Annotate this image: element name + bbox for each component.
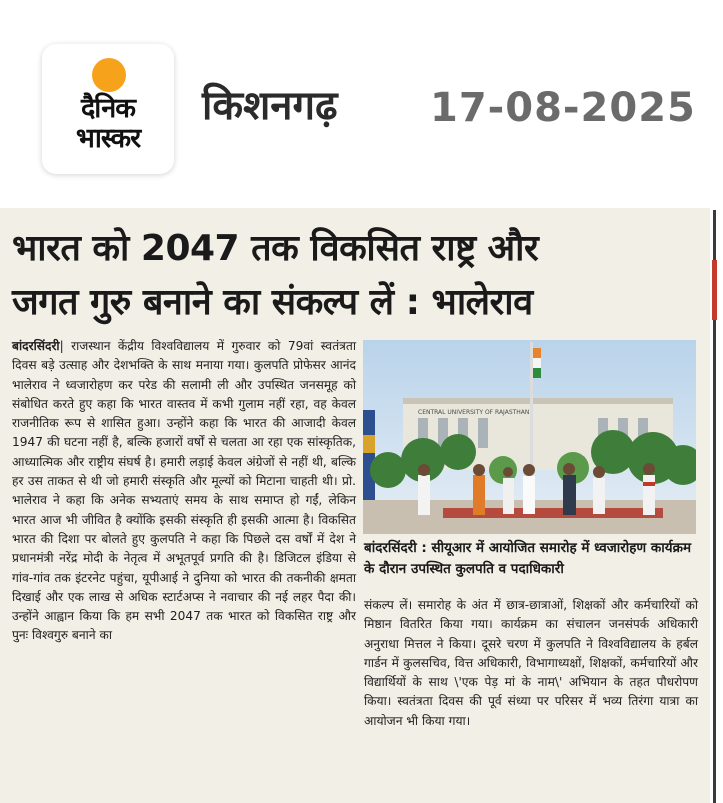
- dateline: बांदरसिंदरी: [12, 339, 60, 353]
- logo-text-line1: दैनिक: [80, 93, 136, 124]
- sun-icon: [92, 58, 126, 92]
- event-photo: [363, 340, 696, 534]
- headline-line-1: भारत को 2047 तक विकसित राष्ट्र और: [12, 228, 539, 269]
- flag-hoisting-photo: [363, 340, 696, 534]
- article-body-left: [12, 337, 356, 646]
- clipping-header: [0, 0, 723, 205]
- building-sign: CENTRAL UNIVERSITY OF RAJASTHAN: [418, 409, 530, 416]
- adjacent-page-accent: [712, 260, 717, 320]
- edition-city: किशनगढ़: [202, 83, 338, 129]
- body-text-right: संकल्प लें। समारोह के अंत में छात्र-छात्राओं, शिक्षकों और कर्मचारियों को मिष्ठान वितरित किया गया। कार्यक्रम का संचालन जनसंपर्क अधिकारी अनुराधा मित्तल ने किया। दूसरे चरण में कुलपति ने विश्वविद्यालय के हर्बल गार्डन में कुलसचिव, वित्त अधिकारी, विभागाध्यक्षों, शिक्षकों, कर्मचारियों और विद्यार्थियों के साथ \'एक पेड़ मां के नाम\' अभियान के तहत पौधरोपण किया। स्वतंत्रता दिवस की पूर्व संध्या पर परिसर में भव्य तिरंगा यात्रा का आयोजन भी किया गया।: [364, 598, 698, 728]
- logo-text-line2: भास्कर: [75, 123, 141, 154]
- dainik-bhaskar-logo: [42, 44, 174, 174]
- photo-caption: बांदरसिंदरी : सीयूआर में आयोजित समारोह में ध्वजारोहण कार्यक्रम के दौरान उपस्थित कुलपति व पदाधिकारी: [364, 540, 692, 577]
- edition-date: 17-08-2025: [430, 85, 696, 131]
- body-text-left: | राजस्थान केंद्रीय विश्वविद्यालय में गुरुवार को 79वां स्वतंत्रता दिवस बड़े उत्साह और देशभक्ति के साथ मनाया गया। कुलपति प्रोफेसर आनंद भालेराव ने ध्वजारोहण कर परेड की सलामी ली और उपस्थित जनसमूह को संबोधित करते हुए कहा कि भारत वास्तव में कभी गुलाम नहीं रहा, वह केवल राजनीतिक रूप से शासित हुआ। उन्होंने कहा कि भारत की आजादी केवल 1947 की घटना नहीं है, बल्कि हजारों वर्षों से चलता आ रहा एक सांस्कृतिक, आध्यात्मिक और राष्ट्रीय संघर्ष है। हमारी लड़ाई केवल अंग्रेजों से नहीं थी, बल्कि हर उस ताकत से थी जो हमारी संस्कृति और मूल्यों को मिटाना चाहती थी। प्रो. भालेराव ने कहा कि अनेक सभ्यताएं समय के साथ समाप्त हो गईं, लेकिन भारत आज भी जीवित है क्योंकि इसकी संस्कृति ही इसकी आत्मा है। विकसित भारत की दिशा पर बोलते हुए कुलपति ने कहा कि पिछले दस वर्षों में देश ने प्रधानमंत्री नरेंद्र मोदी के नेतृत्व में अभूतपूर्व प्रगति की है। डिजिटल इंडिया से गांव-गांव तक इंटरनेट पहुंचा, यूपीआई ने दुनिया को भारत की तकनीकी क्षमता दिखाई और एक लाख से अधिक स्टार्टअप्स ने नवाचार की नई लहर पैदा की। उन्होंने आह्वान किया कि हम सभी 2047 तक भारत को विकसित राष्ट्र और पुनः विश्वगुरु बनाने का: [12, 339, 356, 643]
- headline-line-2: जगत गुरु बनाने का संकल्प लें : भालेराव: [12, 282, 533, 323]
- article-body-right: [364, 596, 698, 731]
